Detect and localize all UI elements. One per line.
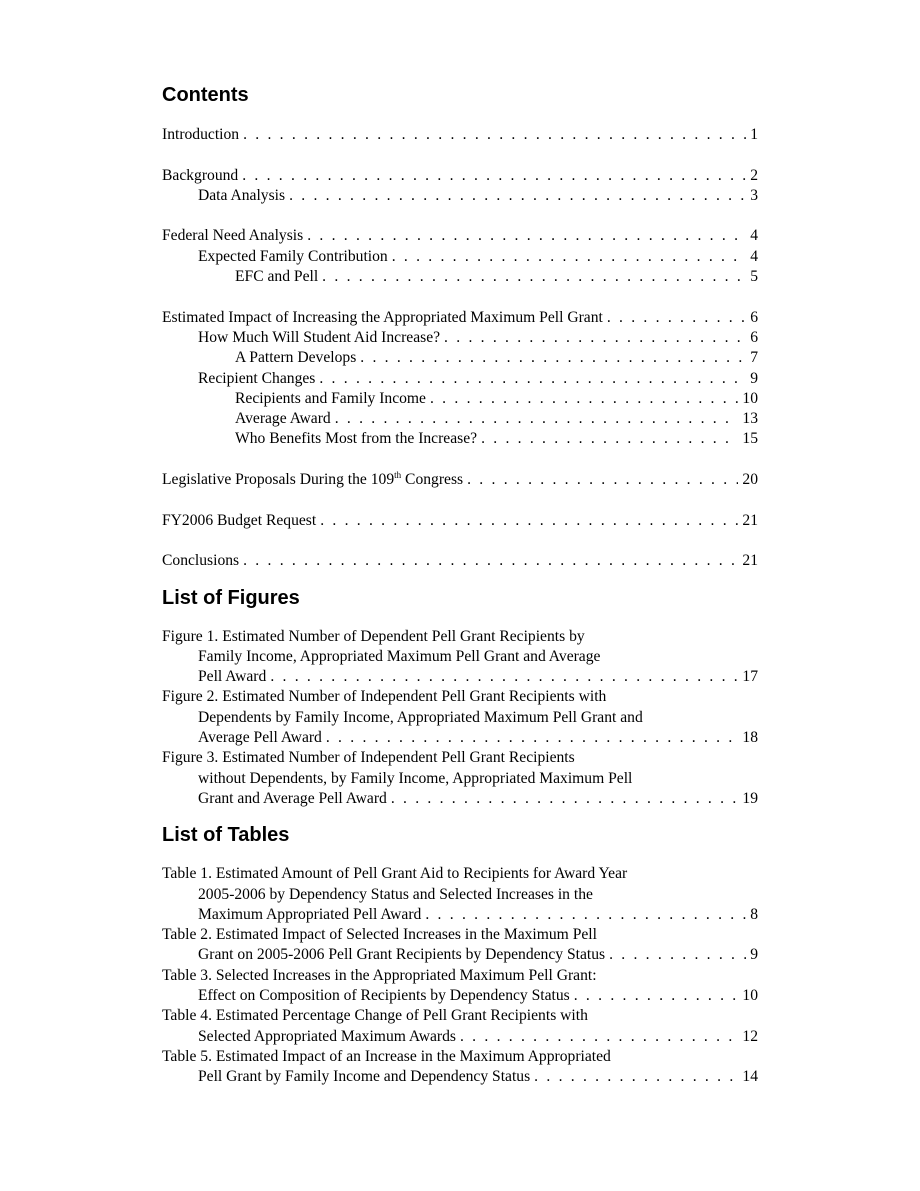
toc-entry-pattern-develops[interactable] xyxy=(162,348,758,368)
figure-entry-3[interactable]: Figure 3. Estimated Number of Independent Pell Grant Recipients without Dependents, by Family Income, Appropriated Maximum Pell Grant and Average Pell Award . . . 19 xyxy=(162,748,758,809)
toc-entry-page: 6 xyxy=(750,328,758,346)
toc-entry-background[interactable] xyxy=(162,166,758,186)
toc-entry-page: 20 xyxy=(742,471,758,489)
toc-entry-title: Estimated Impact of Increasing the Appropriated Maximum Pell Grant xyxy=(162,308,603,326)
toc-entry-introduction[interactable] xyxy=(162,125,758,145)
toc-entry-title: Introduction xyxy=(162,126,240,143)
toc-entry-page: 15 xyxy=(742,430,758,448)
toc-entry-page: 7 xyxy=(750,349,758,367)
toc-entry-title: Federal Need Analysis xyxy=(162,227,304,245)
toc-entry-title: A Pattern Develops xyxy=(235,349,357,367)
figures-list xyxy=(162,627,758,810)
toc-entry-title: FY2006 Budget Request xyxy=(162,511,317,529)
contents-heading: Contents xyxy=(162,84,249,106)
toc-entry-title: Legislative Proposals During the 109th Congress xyxy=(162,470,464,489)
toc-entry-recipients-family-income[interactable] xyxy=(162,389,758,409)
toc-entry-page: 21 xyxy=(742,552,758,570)
table-entry-1[interactable]: Table 1. Estimated Amount of Pell Grant Aid to Recipients for Award Year 2005-2006 by Dependency Status and Selected Increases in the Maximum Appropriated Pell Award . . . 8 xyxy=(162,864,758,925)
figures-heading: List of Figures xyxy=(162,586,300,609)
toc-entry-title: Recipient Changes xyxy=(198,369,316,387)
toc-entry-page: 9 xyxy=(750,369,758,387)
toc-entry-title: Background xyxy=(162,166,239,184)
toc-entry-title: Data Analysis xyxy=(198,186,286,204)
toc-entry-title: Conclusions xyxy=(162,552,240,570)
toc-entry-title: Expected Family Contribution xyxy=(198,247,388,265)
toc-entry-title: Who Benefits Most from the Increase? xyxy=(235,430,478,448)
toc-entry-student-aid-increase[interactable] xyxy=(162,328,758,348)
toc-entry-data-analysis[interactable] xyxy=(162,186,758,206)
toc-entry-who-benefits[interactable] xyxy=(162,429,758,449)
toc-entry-page: 5 xyxy=(750,268,758,286)
figure-entry-2[interactable]: Figure 2. Estimated Number of Independent Pell Grant Recipients with Dependents by Family Income, Appropriated Maximum Pell Grant and Average Pell Award . . . 18 xyxy=(162,687,758,748)
toc-entry-title: Recipients and Family Income xyxy=(235,389,426,407)
toc-entry-efc-and-pell[interactable] xyxy=(162,267,758,287)
toc-entry-legislative-proposals[interactable] xyxy=(162,470,758,490)
table-entry-page: 12 xyxy=(742,1027,758,1045)
toc-entry-title: Average Award xyxy=(235,410,331,428)
toc-entry-page: 6 xyxy=(750,308,758,326)
toc-entry-page: 13 xyxy=(742,410,758,428)
tables-heading: List of Tables xyxy=(162,824,290,847)
toc-entry-page: 21 xyxy=(742,511,758,529)
toc-entry-average-award[interactable] xyxy=(162,409,758,429)
toc-entry-recipient-changes[interactable] xyxy=(162,369,758,389)
toc-entry-conclusions[interactable] xyxy=(162,551,758,571)
toc-entry-estimated-impact[interactable] xyxy=(162,308,758,328)
toc-entry-page: 1 xyxy=(750,126,758,143)
figure-entry-1[interactable]: Figure 1. Estimated Number of Dependent Pell Grant Recipients by Family Income, Appropriated Maximum Pell Grant and Average Pell Award . . . 17 xyxy=(162,627,758,688)
figure-entry-page: 17 xyxy=(742,668,758,686)
toc-entry-page: 3 xyxy=(750,186,758,204)
toc-entry-expected-family-contribution[interactable] xyxy=(162,247,758,267)
table-entry-5[interactable]: Table 5. Estimated Impact of an Increase in the Maximum Appropriated Pell Grant by Family Income and Dependency Status . . . 14 xyxy=(162,1047,758,1088)
toc-entry-page: 2 xyxy=(750,166,758,184)
toc-entry-federal-need-analysis[interactable] xyxy=(162,226,758,246)
toc-entry-title: EFC and Pell xyxy=(235,268,319,286)
toc-entry-page: 4 xyxy=(750,227,758,245)
table-entry-page: 14 xyxy=(742,1068,758,1086)
toc-entry-page: 10 xyxy=(742,389,758,407)
toc-entry-title: How Much Will Student Aid Increase? xyxy=(198,328,441,346)
toc-entry-page: 4 xyxy=(750,247,758,265)
table-entry-page: 10 xyxy=(742,986,758,1004)
contents-list xyxy=(162,125,758,572)
figure-entry-page: 18 xyxy=(742,729,758,747)
toc-page xyxy=(162,78,758,1087)
tables-list xyxy=(162,864,758,1087)
table-entry-4[interactable]: Table 4. Estimated Percentage Change of Pell Grant Recipients with Selected Appropriated Maximum Awards . . . 12 xyxy=(162,1006,758,1047)
table-entry-2[interactable]: Table 2. Estimated Impact of Selected Increases in the Maximum Pell Grant on 2005-2006 Pell Grant Recipients by Dependency Status . . . 9 xyxy=(162,925,758,966)
table-entry-page: 9 xyxy=(750,946,758,964)
table-entry-page: 8 xyxy=(750,905,758,923)
table-entry-3[interactable]: Table 3. Selected Increases in the Appropriated Maximum Pell Grant: Effect on Composition of Recipients by Dependency Status . . . 10 xyxy=(162,966,758,1007)
toc-entry-fy2006-budget[interactable] xyxy=(162,511,758,531)
figure-entry-page: 19 xyxy=(742,789,758,807)
